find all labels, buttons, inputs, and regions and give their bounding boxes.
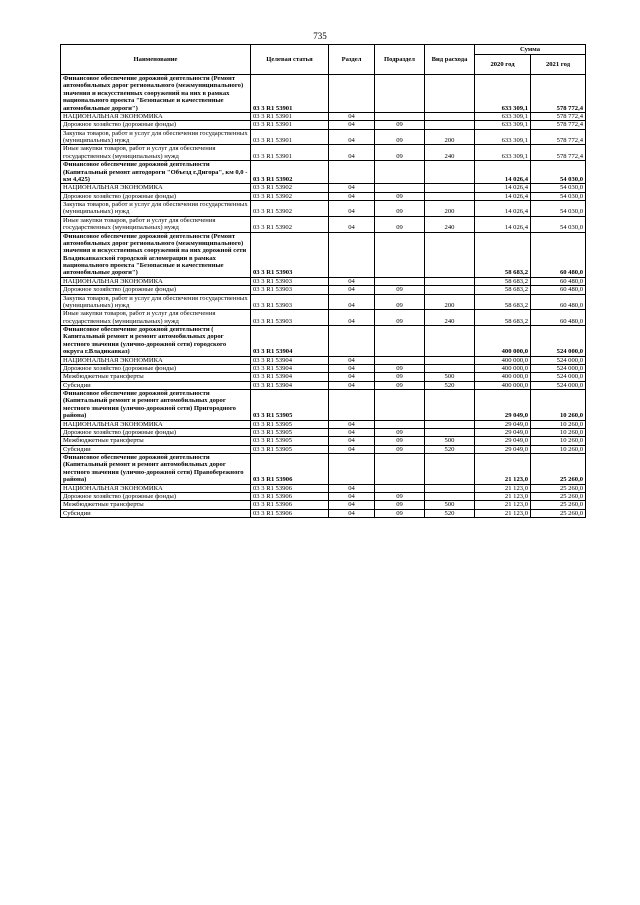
row-section xyxy=(329,232,375,277)
row-sum-2020: 14 026,4 xyxy=(475,192,531,200)
row-expense-type xyxy=(425,454,475,485)
row-subsection: 09 xyxy=(375,428,425,436)
row-sum-2021: 524 000,0 xyxy=(531,356,586,364)
row-name: НАЦИОНАЛЬНАЯ ЭКОНОМИКА xyxy=(61,112,251,120)
header-subsection: Подраздел xyxy=(375,45,425,75)
row-sum-2020: 29 049,0 xyxy=(475,445,531,453)
row-section: 04 xyxy=(329,356,375,364)
row-sum-2020: 29 049,0 xyxy=(475,420,531,428)
row-target-article: 03 3 R1 53906 xyxy=(251,501,329,509)
row-target-article: 03 3 R1 53901 xyxy=(251,145,329,161)
row-name: Закупка товаров, работ и услуг для обеспечения государственных (муниципальных) нужд xyxy=(61,294,251,310)
table-row xyxy=(61,232,586,277)
table-row xyxy=(61,216,586,232)
row-sum-2020: 633 309,1 xyxy=(475,112,531,120)
row-expense-type xyxy=(425,428,475,436)
row-name: Дорожное хозяйство (дорожные фонды) xyxy=(61,286,251,294)
row-section xyxy=(329,75,375,113)
row-sum-2020: 58 683,2 xyxy=(475,294,531,310)
header-expense-type: Вид расхода xyxy=(425,45,475,75)
row-sum-2021: 25 260,0 xyxy=(531,492,586,500)
row-section: 04 xyxy=(329,294,375,310)
row-sum-2021: 10 260,0 xyxy=(531,390,586,421)
table-row xyxy=(61,112,586,120)
row-subsection xyxy=(375,112,425,120)
row-section: 04 xyxy=(329,112,375,120)
row-name: Иные закупки товаров, работ и услуг для обеспечения государственных (муниципальных) нужд xyxy=(61,310,251,326)
row-name: Закупка товаров, работ и услуг для обеспечения государственных (муниципальных) нужд xyxy=(61,201,251,217)
row-sum-2021: 578 772,4 xyxy=(531,129,586,145)
row-target-article: 03 3 R1 53901 xyxy=(251,75,329,113)
row-target-article: 03 3 R1 53902 xyxy=(251,184,329,192)
row-sum-2020: 29 049,0 xyxy=(475,390,531,421)
row-sum-2020: 633 309,1 xyxy=(475,121,531,129)
row-section: 04 xyxy=(329,420,375,428)
row-name: Финансовое обеспечение дорожной деятельности ( Капитальный ремонт и ремонт автомобильных дорог местного значения (улично-дорожной сети) городского округа г.Владикавказ) xyxy=(61,326,251,357)
row-sum-2020: 21 123,0 xyxy=(475,484,531,492)
table-row xyxy=(61,145,586,161)
row-name: Дорожное хозяйство (дорожные фонды) xyxy=(61,364,251,372)
row-expense-type xyxy=(425,364,475,372)
header-year-2020: 2020 год xyxy=(475,55,531,75)
table-row xyxy=(61,129,586,145)
row-name: НАЦИОНАЛЬНАЯ ЭКОНОМИКА xyxy=(61,184,251,192)
header-target-article: Целевая статья xyxy=(251,45,329,75)
row-target-article: 03 3 R1 53905 xyxy=(251,390,329,421)
row-name: Финансовое обеспечение дорожной деятельности (Ремонт автомобильных дорог регионального (межмуниципального) значения и искусственных сооружений на них в рамках национального проекта "Безопасные и качественные автомобильные дороги") xyxy=(61,75,251,113)
row-sum-2021: 10 260,0 xyxy=(531,428,586,436)
header-year-2021: 2021 год xyxy=(531,55,586,75)
row-sum-2021: 25 260,0 xyxy=(531,484,586,492)
row-expense-type: 500 xyxy=(425,373,475,381)
row-subsection xyxy=(375,161,425,184)
row-sum-2021: 578 772,4 xyxy=(531,145,586,161)
row-sum-2020: 400 000,0 xyxy=(475,326,531,357)
row-sum-2021: 60 480,0 xyxy=(531,232,586,277)
row-expense-type xyxy=(425,232,475,277)
row-section: 04 xyxy=(329,121,375,129)
row-sum-2020: 400 000,0 xyxy=(475,381,531,389)
table-row xyxy=(61,420,586,428)
row-expense-type: 520 xyxy=(425,509,475,517)
row-target-article: 03 3 R1 53905 xyxy=(251,437,329,445)
row-target-article: 03 3 R1 53903 xyxy=(251,232,329,277)
row-subsection: 09 xyxy=(375,437,425,445)
row-name: Межбюджетные трансферты xyxy=(61,501,251,509)
row-subsection: 09 xyxy=(375,192,425,200)
table-body xyxy=(61,75,586,518)
table-row xyxy=(61,509,586,517)
row-sum-2021: 60 480,0 xyxy=(531,286,586,294)
row-section: 04 xyxy=(329,501,375,509)
row-name: Межбюджетные трансферты xyxy=(61,373,251,381)
row-subsection: 09 xyxy=(375,201,425,217)
table-row xyxy=(61,437,586,445)
row-sum-2020: 633 309,1 xyxy=(475,75,531,113)
row-target-article: 03 3 R1 53906 xyxy=(251,492,329,500)
row-sum-2020: 21 123,0 xyxy=(475,509,531,517)
row-sum-2020: 58 683,2 xyxy=(475,286,531,294)
row-section: 04 xyxy=(329,509,375,517)
row-target-article: 03 3 R1 53906 xyxy=(251,484,329,492)
row-expense-type xyxy=(425,277,475,285)
row-subsection xyxy=(375,184,425,192)
row-section: 04 xyxy=(329,145,375,161)
row-target-article: 03 3 R1 53904 xyxy=(251,373,329,381)
row-subsection xyxy=(375,75,425,113)
row-sum-2021: 25 260,0 xyxy=(531,509,586,517)
header-sum: Сумма xyxy=(475,45,586,55)
row-expense-type xyxy=(425,484,475,492)
table-row xyxy=(61,492,586,500)
row-sum-2020: 29 049,0 xyxy=(475,437,531,445)
row-section: 04 xyxy=(329,437,375,445)
row-section xyxy=(329,454,375,485)
row-sum-2020: 14 026,4 xyxy=(475,216,531,232)
row-target-article: 03 3 R1 53904 xyxy=(251,356,329,364)
row-expense-type: 500 xyxy=(425,437,475,445)
row-target-article: 03 3 R1 53902 xyxy=(251,192,329,200)
row-target-article: 03 3 R1 53906 xyxy=(251,454,329,485)
table-row xyxy=(61,484,586,492)
row-name: Дорожное хозяйство (дорожные фонды) xyxy=(61,192,251,200)
row-target-article: 03 3 R1 53902 xyxy=(251,216,329,232)
row-sum-2020: 14 026,4 xyxy=(475,184,531,192)
row-name: Субсидии xyxy=(61,381,251,389)
row-sum-2021: 54 030,0 xyxy=(531,216,586,232)
table-row xyxy=(61,364,586,372)
row-subsection: 09 xyxy=(375,364,425,372)
row-sum-2021: 524 000,0 xyxy=(531,326,586,357)
table-row xyxy=(61,75,586,113)
row-subsection: 09 xyxy=(375,492,425,500)
row-sum-2021: 524 000,0 xyxy=(531,381,586,389)
row-sum-2020: 400 000,0 xyxy=(475,373,531,381)
header-section: Раздел xyxy=(329,45,375,75)
row-name: Финансовое обеспечение дорожной деятельности (Капитальный ремонт автодороги "Объезд г.Дигора", км 0,0 - км 4,425) xyxy=(61,161,251,184)
row-expense-type xyxy=(425,286,475,294)
row-expense-type xyxy=(425,161,475,184)
table-row xyxy=(61,201,586,217)
row-subsection xyxy=(375,356,425,364)
row-name: Финансовое обеспечение дорожной деятельности (Ремонт автомобильных дорог регионального (межмуниципального) значения и искусственных сооружений на них дорожной сети Владикавказской городской агломерации в рамках национального проекта "Безопасные и качественные автомобильные дороги") xyxy=(61,232,251,277)
row-expense-type: 200 xyxy=(425,129,475,145)
row-section: 04 xyxy=(329,310,375,326)
row-subsection xyxy=(375,277,425,285)
row-section: 04 xyxy=(329,373,375,381)
row-expense-type xyxy=(425,326,475,357)
budget-table xyxy=(60,44,586,518)
row-subsection xyxy=(375,390,425,421)
row-subsection: 09 xyxy=(375,129,425,145)
row-name: Закупка товаров, работ и услуг для обеспечения государственных (муниципальных) нужд xyxy=(61,129,251,145)
row-name: Субсидии xyxy=(61,445,251,453)
row-sum-2021: 60 480,0 xyxy=(531,310,586,326)
row-subsection: 09 xyxy=(375,310,425,326)
row-sum-2020: 633 309,1 xyxy=(475,129,531,145)
row-expense-type: 240 xyxy=(425,145,475,161)
row-subsection xyxy=(375,420,425,428)
row-expense-type: 200 xyxy=(425,294,475,310)
row-expense-type: 520 xyxy=(425,445,475,453)
row-expense-type xyxy=(425,420,475,428)
table-row xyxy=(61,454,586,485)
row-sum-2021: 578 772,4 xyxy=(531,75,586,113)
row-name: Субсидии xyxy=(61,509,251,517)
table-row xyxy=(61,445,586,453)
row-expense-type xyxy=(425,192,475,200)
table-row xyxy=(61,121,586,129)
row-sum-2021: 578 772,4 xyxy=(531,121,586,129)
row-subsection: 09 xyxy=(375,121,425,129)
row-expense-type xyxy=(425,184,475,192)
row-subsection xyxy=(375,232,425,277)
row-target-article: 03 3 R1 53903 xyxy=(251,286,329,294)
table-row xyxy=(61,326,586,357)
row-section: 04 xyxy=(329,192,375,200)
row-subsection: 09 xyxy=(375,501,425,509)
row-name: НАЦИОНАЛЬНАЯ ЭКОНОМИКА xyxy=(61,420,251,428)
row-name: Иные закупки товаров, работ и услуг для обеспечения государственных (муниципальных) нужд xyxy=(61,145,251,161)
row-section: 04 xyxy=(329,492,375,500)
table-row xyxy=(61,192,586,200)
row-expense-type xyxy=(425,390,475,421)
row-sum-2021: 10 260,0 xyxy=(531,420,586,428)
row-sum-2020: 400 000,0 xyxy=(475,364,531,372)
row-sum-2021: 524 000,0 xyxy=(531,373,586,381)
row-name: Дорожное хозяйство (дорожные фонды) xyxy=(61,428,251,436)
row-section: 04 xyxy=(329,381,375,389)
row-section xyxy=(329,390,375,421)
row-section: 04 xyxy=(329,428,375,436)
row-target-article: 03 3 R1 53902 xyxy=(251,161,329,184)
row-section: 04 xyxy=(329,201,375,217)
row-sum-2021: 54 030,0 xyxy=(531,161,586,184)
row-subsection: 09 xyxy=(375,294,425,310)
row-sum-2021: 25 260,0 xyxy=(531,501,586,509)
row-name: НАЦИОНАЛЬНАЯ ЭКОНОМИКА xyxy=(61,484,251,492)
row-sum-2021: 54 030,0 xyxy=(531,201,586,217)
row-subsection: 09 xyxy=(375,381,425,389)
row-expense-type xyxy=(425,492,475,500)
row-sum-2021: 54 030,0 xyxy=(531,192,586,200)
row-section: 04 xyxy=(329,277,375,285)
row-subsection xyxy=(375,326,425,357)
row-sum-2020: 633 309,1 xyxy=(475,145,531,161)
row-name: Финансовое обеспечение дорожной деятельности (Капитальный ремонт и ремонт автомобильных дорог местного значения (улично-дорожной сети) Правобережного района) xyxy=(61,454,251,485)
row-section: 04 xyxy=(329,445,375,453)
row-sum-2020: 21 123,0 xyxy=(475,492,531,500)
row-sum-2020: 14 026,4 xyxy=(475,201,531,217)
row-section: 04 xyxy=(329,484,375,492)
table-row xyxy=(61,356,586,364)
row-name: Финансовое обеспечение дорожной деятельности (Капитальный ремонт и ремонт автомобильных дорог местного значения (улично-дорожной сети) Пригородного района) xyxy=(61,390,251,421)
row-target-article: 03 3 R1 53901 xyxy=(251,129,329,145)
row-expense-type xyxy=(425,75,475,113)
row-subsection: 09 xyxy=(375,445,425,453)
row-expense-type: 520 xyxy=(425,381,475,389)
row-section xyxy=(329,326,375,357)
row-section: 04 xyxy=(329,286,375,294)
row-target-article: 03 3 R1 53904 xyxy=(251,364,329,372)
row-target-article: 03 3 R1 53902 xyxy=(251,201,329,217)
row-sum-2021: 10 260,0 xyxy=(531,437,586,445)
row-target-article: 03 3 R1 53903 xyxy=(251,277,329,285)
table-row xyxy=(61,161,586,184)
row-target-article: 03 3 R1 53905 xyxy=(251,420,329,428)
table-row xyxy=(61,286,586,294)
row-subsection: 09 xyxy=(375,373,425,381)
row-sum-2020: 400 000,0 xyxy=(475,356,531,364)
row-section: 04 xyxy=(329,364,375,372)
row-section: 04 xyxy=(329,129,375,145)
row-sum-2020: 58 683,2 xyxy=(475,277,531,285)
row-sum-2020: 29 049,0 xyxy=(475,428,531,436)
row-expense-type: 240 xyxy=(425,310,475,326)
table-row xyxy=(61,277,586,285)
row-name: НАЦИОНАЛЬНАЯ ЭКОНОМИКА xyxy=(61,277,251,285)
table-row xyxy=(61,501,586,509)
row-target-article: 03 3 R1 53906 xyxy=(251,509,329,517)
row-expense-type: 240 xyxy=(425,216,475,232)
row-subsection xyxy=(375,484,425,492)
row-sum-2021: 578 772,4 xyxy=(531,112,586,120)
row-name: НАЦИОНАЛЬНАЯ ЭКОНОМИКА xyxy=(61,356,251,364)
row-subsection: 09 xyxy=(375,509,425,517)
row-target-article: 03 3 R1 53905 xyxy=(251,445,329,453)
table-row xyxy=(61,390,586,421)
row-expense-type: 500 xyxy=(425,501,475,509)
row-name: Иные закупки товаров, работ и услуг для обеспечения государственных (муниципальных) нужд xyxy=(61,216,251,232)
row-target-article: 03 3 R1 53901 xyxy=(251,121,329,129)
table-row xyxy=(61,428,586,436)
row-sum-2020: 58 683,2 xyxy=(475,232,531,277)
row-sum-2021: 54 030,0 xyxy=(531,184,586,192)
row-subsection: 09 xyxy=(375,145,425,161)
row-expense-type xyxy=(425,356,475,364)
row-sum-2021: 60 480,0 xyxy=(531,277,586,285)
row-target-article: 03 3 R1 53903 xyxy=(251,294,329,310)
row-target-article: 03 3 R1 53903 xyxy=(251,310,329,326)
row-name: Дорожное хозяйство (дорожные фонды) xyxy=(61,492,251,500)
row-name: Дорожное хозяйство (дорожные фонды) xyxy=(61,121,251,129)
row-sum-2020: 14 026,4 xyxy=(475,161,531,184)
page-number: 735 xyxy=(313,31,327,41)
row-target-article: 03 3 R1 53904 xyxy=(251,326,329,357)
row-sum-2021: 60 480,0 xyxy=(531,294,586,310)
row-target-article: 03 3 R1 53905 xyxy=(251,428,329,436)
row-target-article: 03 3 R1 53901 xyxy=(251,112,329,120)
row-section xyxy=(329,161,375,184)
row-sum-2020: 21 123,0 xyxy=(475,501,531,509)
row-sum-2020: 21 123,0 xyxy=(475,454,531,485)
row-section: 04 xyxy=(329,184,375,192)
row-sum-2021: 25 260,0 xyxy=(531,454,586,485)
row-sum-2021: 10 260,0 xyxy=(531,445,586,453)
table-row xyxy=(61,294,586,310)
table-row xyxy=(61,184,586,192)
row-name: Межбюджетные трансферты xyxy=(61,437,251,445)
table-row xyxy=(61,310,586,326)
row-expense-type xyxy=(425,121,475,129)
row-expense-type: 200 xyxy=(425,201,475,217)
row-subsection xyxy=(375,454,425,485)
row-expense-type xyxy=(425,112,475,120)
row-subsection: 09 xyxy=(375,216,425,232)
row-section: 04 xyxy=(329,216,375,232)
row-target-article: 03 3 R1 53904 xyxy=(251,381,329,389)
header-name: Наименование xyxy=(61,45,251,75)
table-row xyxy=(61,373,586,381)
row-sum-2021: 524 000,0 xyxy=(531,364,586,372)
row-subsection: 09 xyxy=(375,286,425,294)
row-sum-2020: 58 683,2 xyxy=(475,310,531,326)
table-row xyxy=(61,381,586,389)
